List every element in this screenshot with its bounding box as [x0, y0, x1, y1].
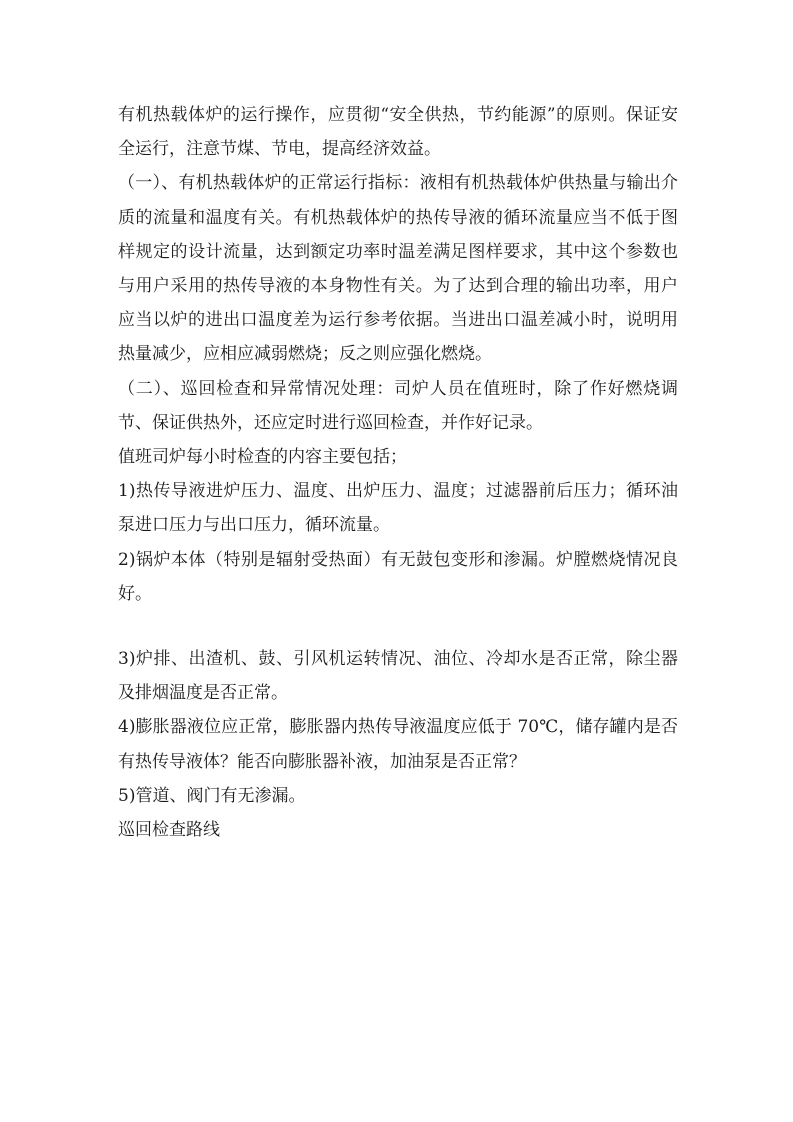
paragraph-inspection-route: 巡回检查路线	[118, 820, 220, 841]
paragraph-intro: 有机热载体炉的运行操作，应贯彻“安全供热，节约能源”的原则。保证安全运行，注意节煤、节电，提高经济效益。	[118, 105, 678, 160]
paragraph-hourly-check: 值班司炉每小时检查的内容主要包括；	[118, 447, 407, 468]
list-item-5: 5)管道、阀门有无渗漏。	[118, 785, 306, 806]
paragraph-section-1: （一）、有机热载体炉的正常运行指标：液相有机热载体炉供热量与输出介质的流量和温度有关。有机热载体炉的热传导液的循环流量应当不低于图样规定的设计流量，达到额定功率时温差满足图样要求，其中这个参数也与用户采用的热传导液的本身物性有关。为了达到合理的输出功率，用户应当以炉的进出口温度差为运行参考依据。当进出口温差减小时，说明用热量减少，应相应减弱燃烧；反之则应强化燃烧。	[118, 173, 678, 365]
list-item-2: 2)锅炉本体（特别是辐射受热面）有无鼓包变形和渗漏。炉膛燃烧情况良好。	[118, 549, 678, 604]
list-item-3: 3)炉排、出渣机、鼓、引风机运转情况、油位、冷却水是否正常，除尘器及排烟温度是否正常。	[118, 649, 678, 704]
list-item-4: 4)膨胀器液位应正常，膨胀器内热传导液温度应低于 70℃，储存罐内是否有热传导液体？能否向膨胀器补液，加油泵是否正常？	[118, 717, 678, 772]
paragraph-section-2: （二）、巡回检查和异常情况处理：司炉人员在值班时，除了作好燃烧调节、保证供热外，还应定时进行巡回检查，并作好记录。	[118, 378, 678, 433]
document-body	[118, 98, 678, 847]
list-item-1: 1)热传导液进炉压力、温度、出炉压力、温度；过滤器前后压力；循环油泵进口压力与出口压力，循环流量。	[118, 481, 678, 536]
